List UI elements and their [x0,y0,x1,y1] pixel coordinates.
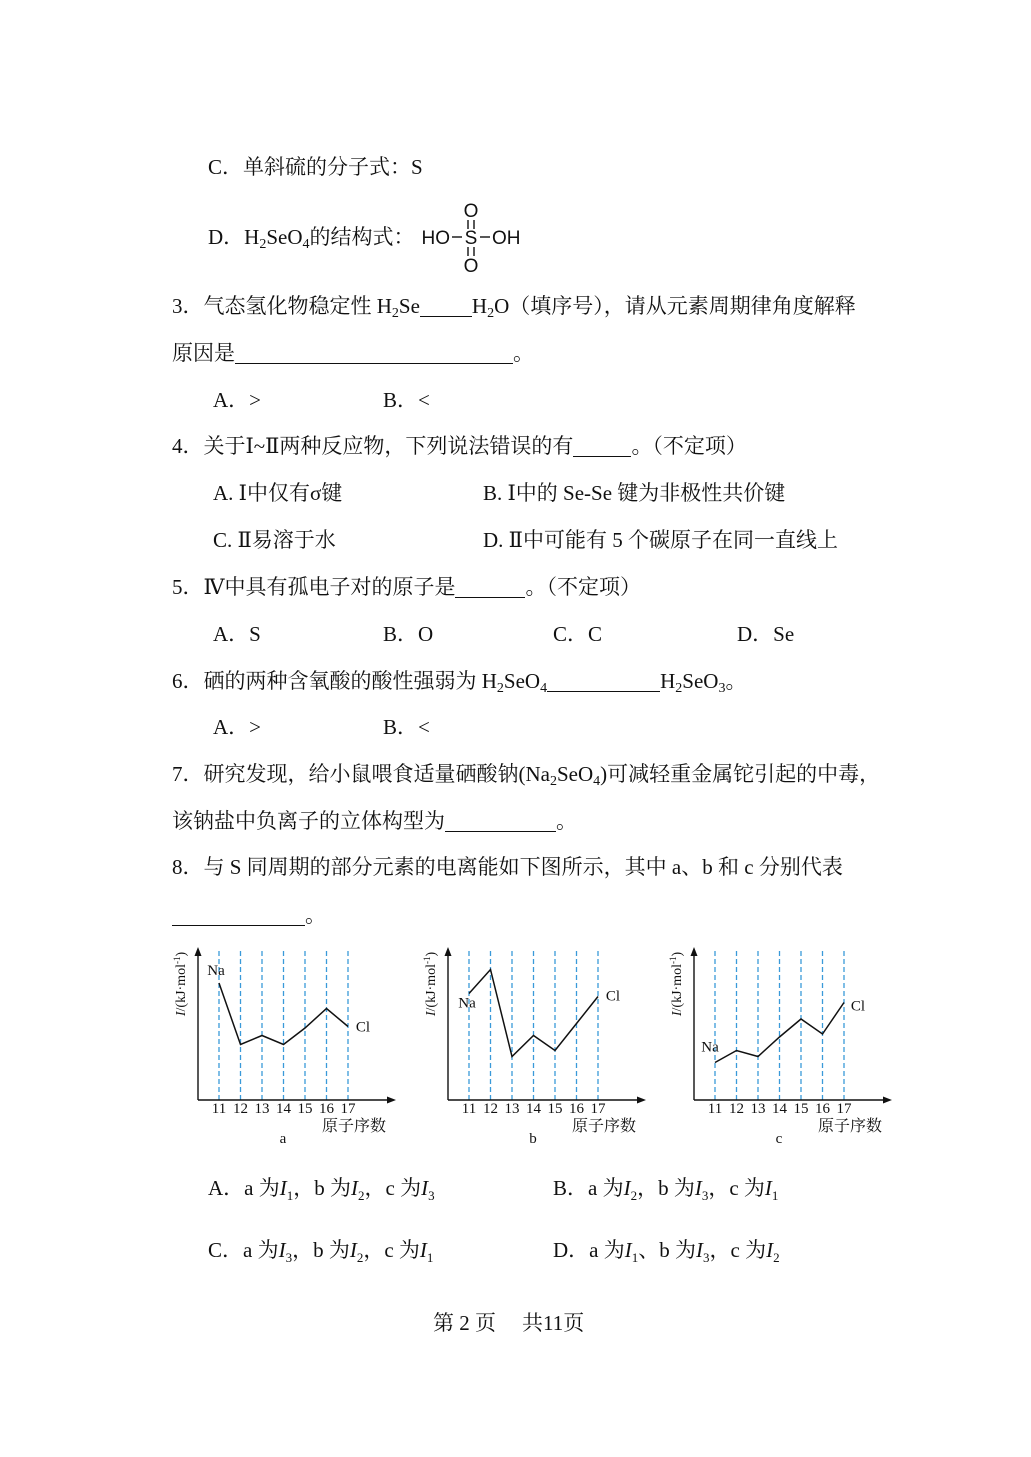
x-axis-arrow [637,1097,646,1104]
x-axis-label: 原子序数 [571,1118,636,1135]
x-tick-label-14: 14 [276,1101,291,1117]
option-text: a 为 [589,1238,625,1262]
y-axis-label-symbol: I [424,1011,439,1017]
q8-option-b [553,1175,778,1201]
answer-blank [547,673,660,692]
question-text: H [471,294,488,318]
option-text: ，c 为 [363,1238,420,1262]
subscript: 4 [302,237,310,252]
ionization-symbol: I [696,1238,703,1262]
option-text: ，c 为 [708,1176,765,1200]
subscript: 2 [496,681,504,696]
question-4-stem [172,433,747,459]
x-tick-label-16: 16 [815,1101,830,1117]
chart-caption: a [279,1131,287,1147]
ionization-symbol: I [421,1176,429,1200]
ionization-symbol: I [351,1176,358,1200]
x-tick-label-14: 14 [772,1101,787,1117]
x-tick-label-12: 12 [233,1101,248,1117]
y-axis-label-close: ) [174,951,189,957]
question-text: 6．硒的两种含氧酸的酸性强弱为 H [172,669,497,693]
subscript: 2 [358,1188,365,1203]
subscript: 4 [540,681,548,696]
x-tick-label-14: 14 [526,1101,541,1117]
question-text: 。 [305,903,326,927]
question-8-line-1: 8．与 S 同周期的部分元素的电离能如下图所示，其中 a、b 和 c 分别代表 [172,855,843,879]
subscript: 1 [286,1188,294,1203]
x-tick-label-15: 15 [793,1101,809,1117]
ionization-symbol: I [278,1238,286,1262]
q2-option-c [208,154,423,180]
q6-option-b: B．< [383,715,430,739]
x-tick-label-11: 11 [461,1101,477,1117]
ionization-symbol: I [279,1176,287,1200]
answer-blank [235,345,513,364]
x-tick-label-11: 11 [211,1101,227,1117]
x-tick-label-13: 13 [254,1101,270,1117]
q4-option-c: C. Ⅱ易溶于水 [213,528,336,552]
x-tick-label-16: 16 [319,1101,334,1117]
x-axis-arrow [387,1097,396,1104]
ionization-chart-c [649,935,899,1150]
answer-blank [172,907,305,926]
formula-top-oxygen: O [463,201,479,222]
y-axis-label-unit: /(kJ·mol [174,964,189,1012]
chart-caption: c [775,1131,783,1147]
y-axis-label-close: ) [670,951,685,957]
formula-center-atom: S [464,228,478,249]
option-letter: C． [208,1238,244,1262]
question-text: 7．研究发现，给小鼠喂食适量硒酸钠(Na [172,762,550,786]
question-text: SeO [503,669,541,693]
option-text: 、b 为 [638,1238,696,1262]
question-text: O（填序号），请从元素周期律角度解释 [494,294,856,318]
subscript: 2 [259,237,267,252]
question-7-line-2 [172,808,577,834]
structural-formula [415,196,527,278]
ionization-symbol: I [764,1176,772,1200]
y-axis-label [668,952,685,1018]
option-text: a 为 [243,1238,279,1262]
option-letter: A． [208,1176,245,1200]
q6-option-a: A．> [213,715,262,739]
formula-left-hydroxyl: HO [421,228,450,249]
question-text: 。 [725,669,747,693]
answer-blank [445,813,556,832]
y-axis-label [422,952,439,1018]
q4-option-b: B. Ⅰ中的 Se-Se 键为非极性共价键 [483,481,786,505]
option-text: ，c 为 [709,1238,767,1262]
chart-caption: b [529,1131,537,1147]
page-total: 共11页 [522,1311,585,1335]
ionization-chart-b [403,935,653,1150]
x-tick-label-13: 13 [504,1101,520,1117]
ionization-chart-a [153,935,403,1150]
subscript: 2 [391,306,399,321]
option-letter: B． [553,1176,589,1200]
q3-option-b: B．< [383,388,430,412]
ionization-symbol: I [624,1238,632,1262]
option-text: a 为 [244,1176,280,1200]
x-tick-label-17: 17 [836,1101,852,1117]
q8-option-a [208,1175,435,1201]
option-text: ，b 为 [637,1176,695,1200]
q8-option-d [553,1237,780,1263]
option-text: 的结构式： [309,225,415,249]
annotation-na: Na [207,963,225,979]
subscript: 3 [718,681,726,696]
subscript: 1 [771,1188,779,1203]
option-text: ，b 为 [292,1238,350,1262]
subscript: 3 [428,1188,435,1203]
question-text: 5．Ⅳ中具有孤电子对的原子是 [172,575,456,599]
question-text: 4．关于Ⅰ~Ⅱ两种反应物，下列说法错误的有 [172,434,574,458]
q5-option-a: A．S [213,622,261,646]
subscript: 2 [675,681,683,696]
x-tick-label-15: 15 [547,1101,563,1117]
question-8-line-2 [172,902,326,928]
ionization-symbol: I [694,1176,702,1200]
x-axis-label: 原子序数 [321,1118,386,1135]
ionization-symbol: I [419,1238,427,1262]
y-axis-label-symbol: I [670,1011,685,1017]
answer-blank [573,438,631,457]
annotation-na: Na [701,1039,719,1056]
y-axis-arrow [691,947,698,956]
q5-option-c: C．C [553,622,603,646]
question-text: 。 [556,809,577,833]
y-axis-label [172,952,189,1018]
y-axis-label-unit: /(kJ·mol [424,964,439,1012]
x-axis-arrow [883,1097,892,1104]
y-axis-label-unit: /(kJ·mol [670,964,685,1012]
x-tick-label-17: 17 [340,1101,356,1117]
question-text: SeO [682,669,719,693]
x-tick-label-16: 16 [569,1101,584,1117]
question-text: Se [398,294,420,318]
page-number: 第 2 页 [433,1311,496,1335]
option-text: ，c 为 [364,1176,422,1200]
subscript: 4 [593,774,601,789]
subscript: 2 [630,1188,638,1203]
x-tick-label-12: 12 [729,1101,744,1117]
y-axis-label-exponent: -1 [668,956,678,965]
subscript: 2 [549,774,557,789]
annotation-na: Na [458,995,476,1012]
option-text: SeO [266,225,303,249]
question-3-line-1 [172,293,856,319]
x-tick-label-12: 12 [483,1101,498,1117]
option-text: ，b 为 [293,1176,351,1200]
y-axis-label-exponent: -1 [422,956,432,965]
option-text: C．单斜硫的分子式：S [208,155,423,179]
x-tick-label-11: 11 [707,1101,723,1117]
option-text: D．H [208,225,260,249]
y-axis-arrow [195,947,202,956]
x-tick-label-13: 13 [750,1101,766,1117]
subscript: 2 [773,1250,780,1265]
q3-option-a: A．> [213,388,262,412]
q4-option-a: A. Ⅰ中仅有σ键 [213,481,343,505]
y-axis-label-close: ) [424,951,439,957]
annotation-cl: Cl [355,1019,371,1036]
question-text: 。 [513,341,534,365]
subscript: 1 [631,1250,639,1265]
y-axis-arrow [445,947,452,956]
y-axis-label-exponent: -1 [172,956,182,965]
subscript: 2 [487,306,495,321]
question-text: 3．气态氢化物稳定性 H [172,294,392,318]
annotation-cl: Cl [605,988,621,1005]
question-text: SeO [556,762,594,786]
ionization-symbol: I [623,1176,631,1200]
question-text: H [660,669,676,693]
x-tick-label-17: 17 [590,1101,606,1117]
question-6-stem [172,668,746,694]
question-7-line-1 [172,761,880,787]
question-text: )可减轻重金属铊引起的中毒， [600,762,881,786]
q8-option-c [208,1237,433,1263]
x-tick-label-15: 15 [297,1101,313,1117]
ionization-symbol: I [349,1238,357,1262]
question-text: 。（不定项） [631,434,747,458]
question-5-stem [172,574,641,600]
y-axis-label-symbol: I [174,1011,189,1017]
q2-option-d [208,224,415,250]
subscript: 2 [356,1250,364,1265]
q5-option-d: D．Se [737,622,795,646]
formula-bottom-oxygen: O [463,256,479,277]
question-text: 原因是 [172,341,235,365]
question-text: 该钠盐中负离子的立体构型为 [172,809,445,833]
subscript: 3 [701,1188,709,1203]
subscript: 3 [703,1250,710,1265]
question-3-line-2 [172,340,534,366]
ionization-symbol: I [766,1238,774,1262]
page-footer [433,1310,584,1336]
subscript: 3 [285,1250,293,1265]
annotation-cl: Cl [850,998,866,1015]
answer-blank [455,579,525,598]
option-letter: D． [553,1238,590,1262]
x-axis-label: 原子序数 [817,1118,882,1135]
subscript: 1 [426,1250,434,1265]
question-text: 。（不定项） [525,575,641,599]
formula-right-hydroxyl: OH [492,228,521,249]
answer-blank [420,298,472,317]
q5-option-b: B．O [383,622,434,646]
option-text: a 为 [588,1176,624,1200]
q4-option-d: D. Ⅱ中可能有 5 个碳原子在同一直线上 [483,528,838,552]
